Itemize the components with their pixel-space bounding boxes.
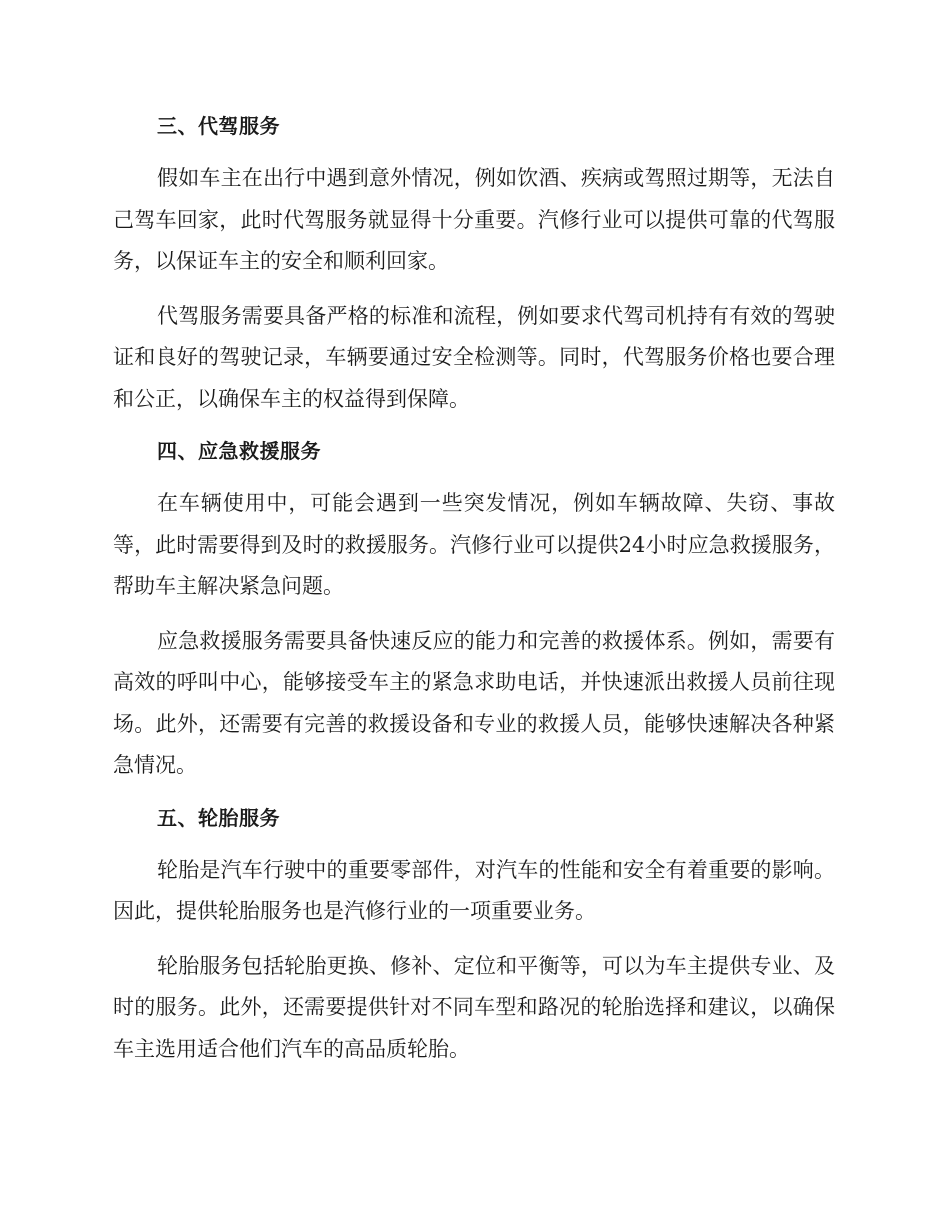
paragraph: 轮胎是汽车行驶中的重要零部件，对汽车的性能和安全有着重要的影响。因此，提供轮胎服务也是汽修行业的一项重要业务。 <box>113 857 835 923</box>
paragraph: 轮胎服务包括轮胎更换、修补、定位和平衡等，可以为车主提供专业、及时的服务。此外，还需要提供针对不同车型和路况的轮胎选择和建议，以确保车主选用适合他们汽车的高品质轮胎。 <box>113 953 835 1061</box>
section-heading-emergency-rescue: 四、应急救援服务 <box>157 439 321 463</box>
paragraph: 在车辆使用中，可能会遇到一些突发情况，例如车辆故障、失窃、事故等，此时需要得到及时的救援服务。汽修行业可以提供24小时应急救援服务，帮助车主解决紧急问题。 <box>113 491 835 598</box>
document-body <box>113 108 835 1083</box>
section-heading-designated-driving: 三、代驾服务 <box>157 114 280 138</box>
paragraph: 假如车主在出行中遇到意外情况，例如饮酒、疾病或驾照过期等，无法自己驾车回家，此时代驾服务就显得十分重要。汽修行业可以提供可靠的代驾服务，以保证车主的安全和顺利回家。 <box>113 166 835 273</box>
paragraph: 代驾服务需要具备严格的标准和流程，例如要求代驾司机持有有效的驾驶证和良好的驾驶记录，车辆要通过安全检测等。同时，代驾服务价格也要合理和公正，以确保车主的权益得到保障。 <box>113 303 835 411</box>
section-heading-tire-service: 五、轮胎服务 <box>157 805 280 830</box>
paragraph: 应急救援服务需要具备快速反应的能力和完善的救援体系。例如，需要有高效的呼叫中心，能够接受车主的紧急求助电话，并快速派出救援人员前往现场。此外，还需要有完善的救援设备和专业的救援人员，能够快速解决各种紧急情况。 <box>113 628 835 777</box>
